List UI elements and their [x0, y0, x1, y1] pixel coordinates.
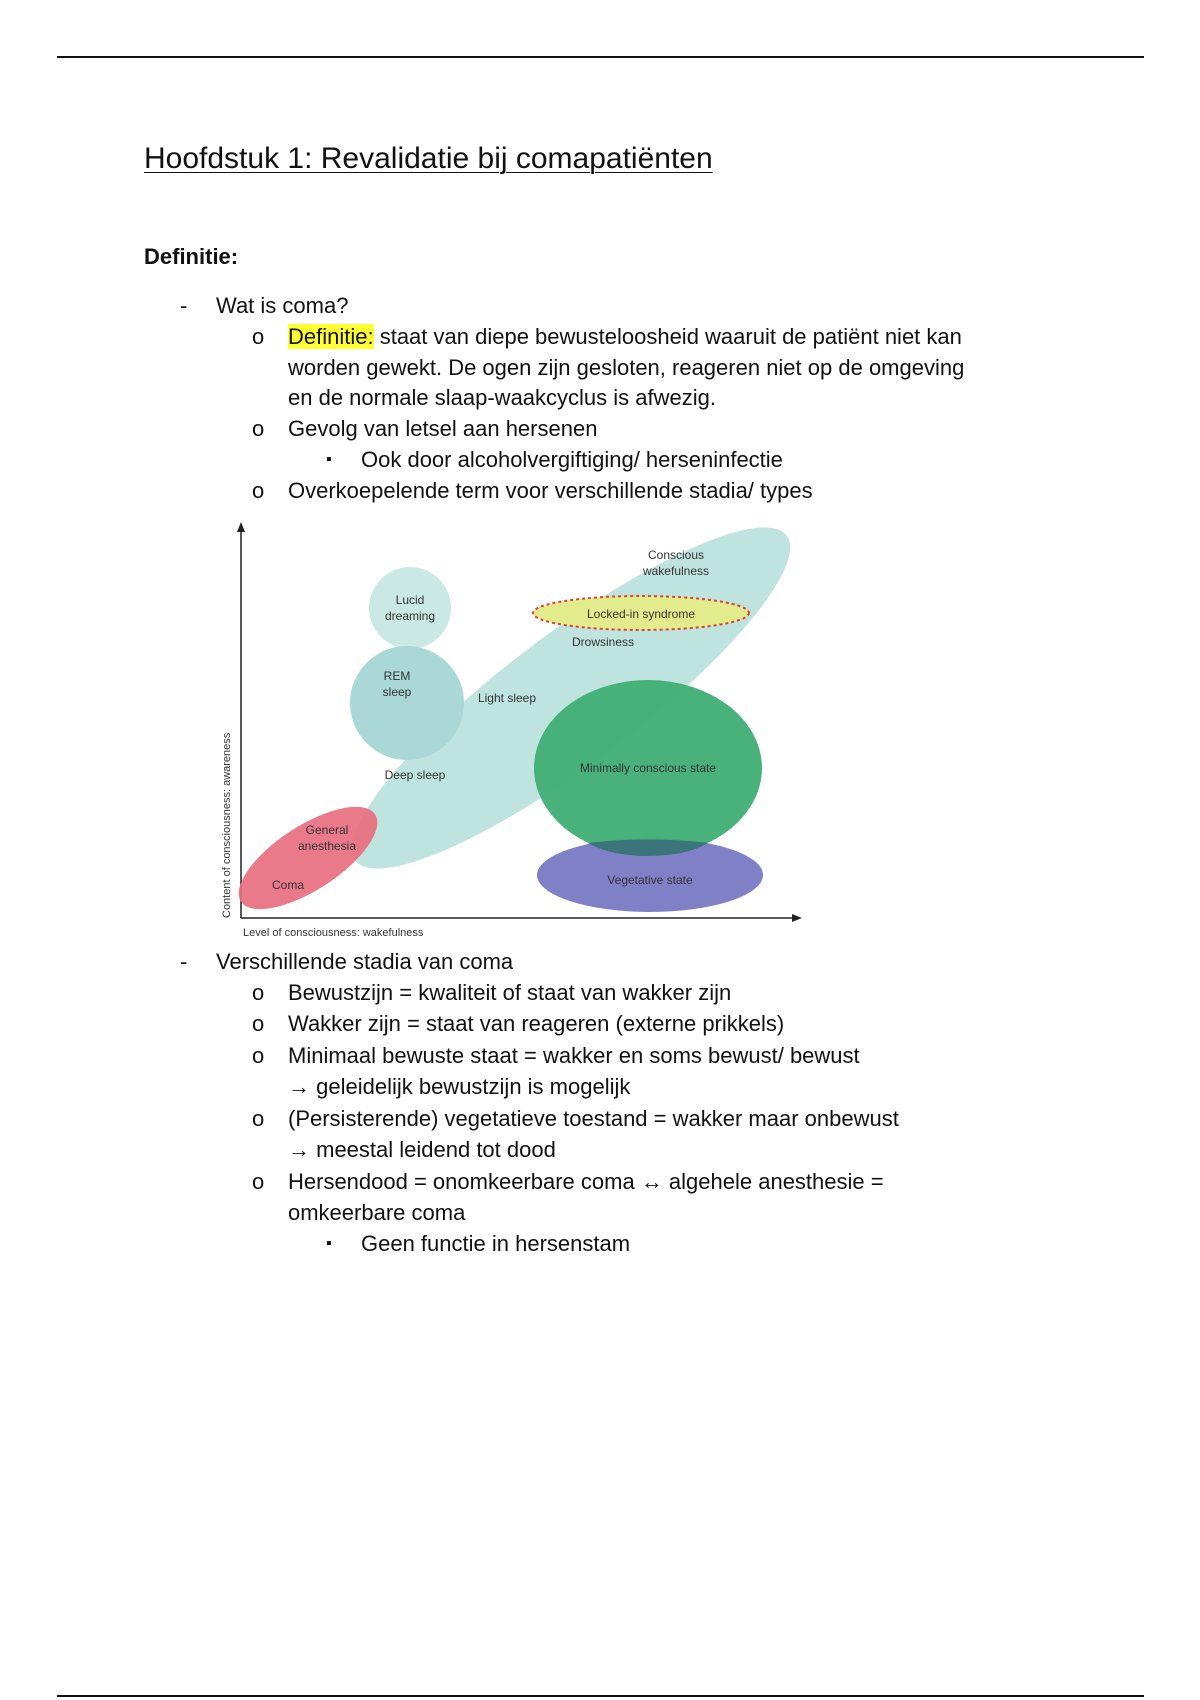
top-rule	[57, 56, 1144, 58]
label-coma: Coma	[271, 878, 305, 892]
list-item: Overkoepelende term voor verschillende stadia/ types	[288, 478, 813, 503]
x-axis-label: Level of consciousness: wakefulness	[243, 927, 424, 939]
dash-bullet: -	[180, 949, 188, 974]
bottom-rule	[57, 1695, 1144, 1697]
list-item: Ook door alcoholvergiftiging/ herseninfectie	[361, 447, 783, 472]
list-item: Wat is coma?	[216, 293, 349, 318]
label-rem-2: sleep	[382, 685, 412, 699]
rem-sleep-region	[350, 646, 464, 760]
label-locked-in: Locked-in syndrome	[586, 607, 696, 621]
label-vegetative: Vegetative state	[607, 873, 693, 887]
label-rem-1: REM	[383, 669, 411, 683]
list-item: Minimaal bewuste staat = wakker en soms bewust/ bewust	[288, 1043, 860, 1068]
consciousness-diagram	[216, 518, 806, 943]
circle-bullet: o	[252, 324, 265, 349]
label-conscious-1: Conscious	[647, 548, 705, 562]
list-item: Gevolg van letsel aan hersenen	[288, 416, 598, 441]
list-item: Hersendood = onomkeerbare coma ↔ algehele anesthesie =	[288, 1169, 884, 1194]
label-anesthesia-2: anesthesia	[297, 839, 357, 853]
list-item-continuation: → geleidelijk bewustzijn is mogelijk	[288, 1074, 631, 1099]
list-item: (Persisterende) vegetatieve toestand = wakker maar onbewust	[288, 1106, 899, 1131]
dash-bullet: -	[180, 293, 188, 318]
square-bullet: ▪	[326, 451, 332, 468]
list-item-continuation: omkeerbare coma	[288, 1200, 466, 1225]
section-heading: Definitie:	[144, 244, 239, 269]
circle-bullet: o	[252, 1169, 265, 1194]
circle-bullet: o	[252, 478, 265, 503]
list-item: Wakker zijn = staat van reageren (externe prikkels)	[288, 1011, 785, 1036]
label-light-sleep: Light sleep	[477, 691, 537, 705]
definition-text: staat van diepe bewusteloosheid waaruit de patiënt niet kan	[373, 324, 962, 349]
label-anesthesia-1: General	[305, 823, 349, 837]
circle-bullet: o	[252, 416, 265, 441]
definition-line-1	[288, 321, 962, 352]
circle-bullet: o	[252, 1011, 265, 1036]
label-conscious-2: wakefulness	[642, 564, 710, 578]
label-drowsiness: Drowsiness	[571, 635, 635, 649]
label-deep-sleep: Deep sleep	[384, 768, 446, 782]
y-axis-label: Content of consciousness: awareness	[221, 732, 233, 918]
lucid-dreaming-region	[369, 567, 451, 649]
page-title: Hoofdstuk 1: Revalidatie bij comapatiënten	[144, 142, 713, 175]
y-axis-arrow-icon	[237, 522, 245, 532]
circle-bullet: o	[252, 1106, 265, 1131]
definition-line-3: en de normale slaap-waakcyclus is afwezig.	[288, 385, 716, 410]
list-item: Bewustzijn = kwaliteit of staat van wakker zijn	[288, 980, 732, 1005]
list-item: Verschillende stadia van coma	[216, 949, 514, 974]
circle-bullet: o	[252, 980, 265, 1005]
label-mcs: Minimally conscious state	[579, 761, 717, 775]
label-lucid-1: Lucid	[395, 593, 425, 607]
definition-highlight: Definitie:	[288, 324, 374, 349]
definition-line-2: worden gewekt. De ogen zijn gesloten, reageren niet op de omgeving	[288, 355, 965, 380]
label-lucid-2: dreaming	[384, 609, 436, 623]
list-item: Geen functie in hersenstam	[361, 1231, 631, 1256]
x-axis-arrow-icon	[792, 914, 802, 922]
circle-bullet: o	[252, 1043, 265, 1068]
square-bullet: ▪	[326, 1235, 332, 1252]
list-item-continuation: → meestal leidend tot dood	[288, 1137, 556, 1162]
